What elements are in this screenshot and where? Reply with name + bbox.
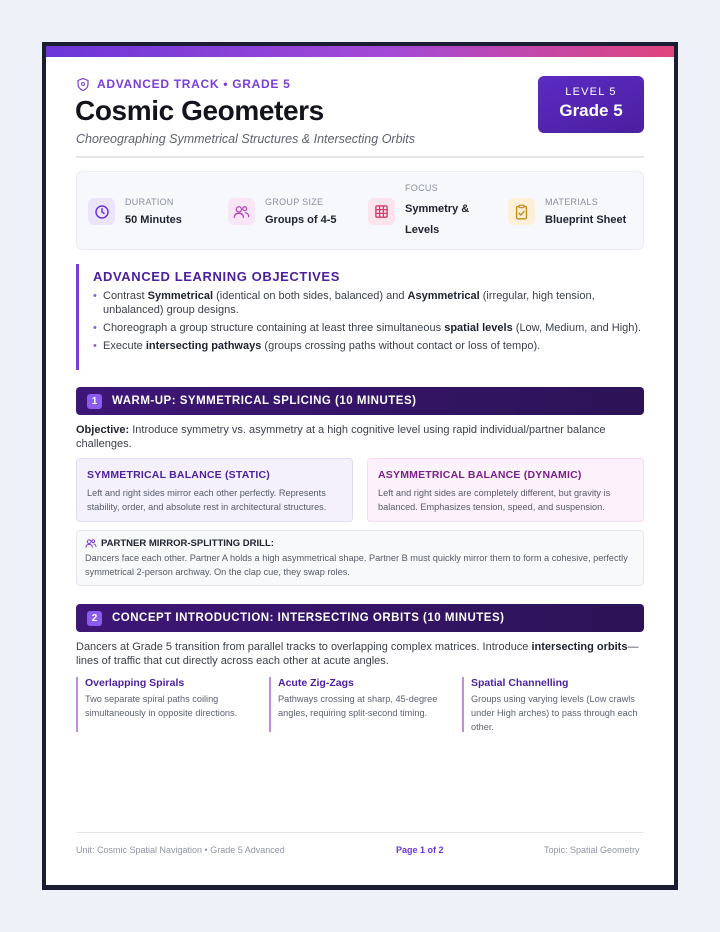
meta-focus — [368, 172, 469, 251]
section-title: WARM-UP: SYMMETRICAL SPLICING (10 MINUTES) — [112, 395, 417, 407]
drill-text: Dancers face each other. Partner A holds a high asymmetrical shape. Partner B must quickly mirror them to form a cohesive, perfectly symmetrical 2-person archway. On the clap cue, they swap roles. — [85, 553, 628, 577]
symmetrical-card — [76, 458, 353, 522]
users-icon — [228, 198, 255, 225]
symmetrical-card-text: Left and right sides mirror each other perfectly. Represents stability, order, and absolute rest in architectural structures. — [87, 488, 327, 512]
footer-unit: Unit: Cosmic Spatial Navigation • Grade 5 Advanced — [76, 845, 285, 855]
meta-group-size-value: Groups of 4-5 — [265, 213, 337, 226]
grid-icon — [368, 198, 395, 225]
section-number: 1 — [87, 394, 102, 409]
objectives-block — [76, 264, 644, 370]
meta-duration — [88, 172, 182, 251]
meta-group-size — [228, 172, 337, 251]
objective-text: (Low, Medium, and High). — [512, 322, 642, 334]
meta-focus-value-line2: Levels — [405, 223, 440, 236]
pathway-text: Groups using varying levels (Low crawls under High arches) to pass through each other. — [471, 694, 638, 732]
section-header-concept — [76, 604, 644, 632]
footer-topic: Topic: Spatial Geometry — [544, 845, 640, 855]
meta-duration-value: 50 Minutes — [125, 213, 182, 226]
users-icon — [85, 538, 97, 549]
pathway-title: Overlapping Spirals — [85, 677, 185, 689]
meta-focus-label: FOCUS — [405, 182, 438, 193]
intro-text: Dancers at Grade 5 transition from parallel tracks to overlapping complex matrices. Introduce — [76, 641, 532, 653]
objective-item — [93, 289, 644, 317]
objective-text: Choreograph a group structure containing at least three simultaneous — [103, 322, 445, 334]
lesson-page — [46, 46, 674, 885]
warmup-objective — [76, 423, 644, 451]
level-label: LEVEL 5 — [565, 86, 617, 98]
objective-text: Introduce symmetry vs. asymmetry at a high cognitive level using rapid individual/partner balance challenges. — [76, 424, 606, 450]
objective-text: (identical on both sides, balanced) and — [213, 290, 408, 302]
meta-materials-value: Blueprint Sheet — [545, 213, 627, 226]
track-label: ADVANCED TRACK • GRADE 5 — [97, 77, 291, 91]
section-number: 2 — [87, 611, 102, 626]
level-grade: Grade 5 — [559, 101, 623, 120]
partner-drill-box — [76, 530, 644, 586]
meta-group-size-label: GROUP SIZE — [265, 196, 324, 207]
concept-intro — [76, 640, 644, 668]
objective-label: Objective: — [76, 424, 130, 436]
objective-text: (groups crossing paths without contact or loss of tempo). — [261, 340, 541, 352]
shield-icon — [77, 78, 89, 91]
objective-keyword: spatial levels — [444, 322, 513, 334]
meta-focus-value-line1: Symmetry & — [405, 202, 470, 215]
pathway-title: Acute Zig-Zags — [278, 677, 354, 689]
objectives-heading: ADVANCED LEARNING OBJECTIVES — [93, 269, 340, 284]
pathway-title: Spatial Channelling — [471, 677, 569, 689]
clipboard-icon — [508, 198, 535, 225]
level-badge — [538, 76, 644, 133]
objective-item — [93, 339, 644, 353]
page-frame — [42, 42, 678, 890]
section-header-warmup — [76, 387, 644, 415]
meta-materials-label: MATERIALS — [545, 196, 599, 207]
asymmetrical-card-text: Left and right sides are completely different, but gravity is balanced. Emphasizes tension, speed, and suspension. — [378, 488, 611, 512]
drill-heading — [85, 538, 635, 549]
page-title: Cosmic Geometers — [75, 95, 324, 126]
objective-keyword: Symmetrical — [147, 290, 214, 302]
objective-keyword: Asymmetrical — [407, 290, 480, 302]
intro-text: —lines of traffic that cut directly across each other at acute angles. — [76, 641, 639, 667]
objective-text: Contrast — [103, 290, 148, 302]
pathway-column — [462, 677, 644, 732]
meta-duration-label: DURATION — [125, 196, 174, 207]
pathway-text: Two separate spiral paths coiling simultaneously in opposite directions. — [85, 694, 238, 718]
section-title: CONCEPT INTRODUCTION: INTERSECTING ORBITS (10 MINUTES) — [112, 612, 505, 624]
pathway-column — [269, 677, 449, 732]
meta-materials — [508, 172, 626, 251]
clock-icon — [88, 198, 115, 225]
objectives-list — [93, 289, 644, 353]
header-divider — [76, 156, 644, 158]
pathway-column — [76, 677, 256, 732]
objective-text: Execute — [103, 340, 146, 352]
footer-page-number: Page 1 of 2 — [396, 845, 444, 855]
asymmetrical-card — [367, 458, 644, 522]
pathway-text: Pathways crossing at sharp, 45-degree angles, requiring split-second timing. — [278, 694, 438, 718]
footer-divider — [76, 832, 644, 833]
track-badge — [77, 77, 290, 91]
page-subtitle: Choreographing Symmetrical Structures & Intersecting Orbits — [76, 132, 416, 146]
lesson-meta-panel — [76, 171, 644, 250]
symmetrical-card-title: SYMMETRICAL BALANCE (STATIC) — [87, 469, 270, 481]
intro-keyword: intersecting orbits — [531, 641, 628, 653]
asymmetrical-card-title: ASYMMETRICAL BALANCE (DYNAMIC) — [378, 469, 582, 481]
objective-item — [93, 321, 644, 335]
drill-title: PARTNER MIRROR-SPLITTING DRILL: — [101, 538, 274, 549]
objective-keyword: intersecting pathways — [145, 340, 262, 352]
objective-text: (irregular, high tension, unbalanced) group designs. — [103, 290, 595, 316]
gradient-top-bar — [46, 46, 674, 57]
